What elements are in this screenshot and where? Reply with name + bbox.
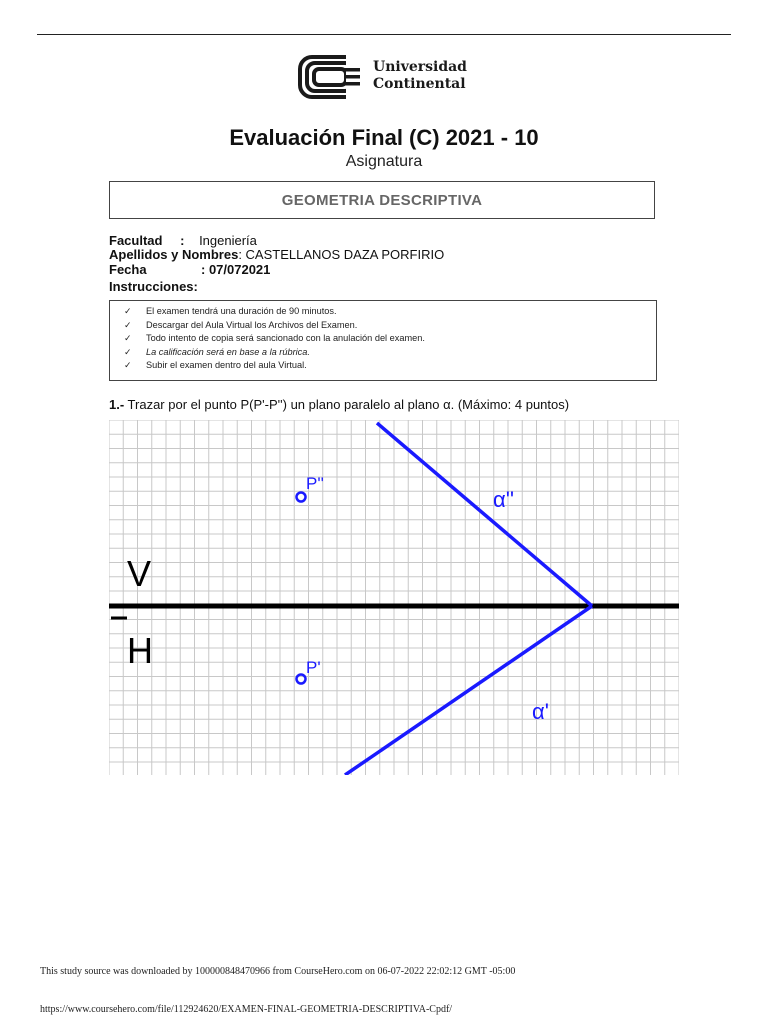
label-h: H <box>127 630 153 671</box>
subject-name: GEOMETRIA DESCRIPTIVA <box>281 191 483 209</box>
facultad-separator: : <box>180 233 185 248</box>
check-icon: ✓ <box>124 306 132 316</box>
instruction-item <box>124 319 656 333</box>
facultad-label: Facultad <box>109 233 163 248</box>
label-p-prime: P' <box>306 658 321 677</box>
check-icon: ✓ <box>124 346 132 357</box>
instrucciones-row <box>109 279 198 294</box>
instruction-text: Todo intento de copia será sancionado con la anulación del examen. <box>146 333 425 343</box>
grid-paper <box>109 420 679 775</box>
check-icon: ✓ <box>124 319 132 330</box>
fecha-label: Fecha <box>109 262 147 277</box>
label-v: V <box>127 553 152 594</box>
label-p-double-prime: P'' <box>306 474 324 493</box>
instructions-box <box>109 300 657 381</box>
exam-subtitle: Asignatura <box>345 153 423 170</box>
facultad-row <box>109 233 257 248</box>
geometry-diagram <box>109 420 679 775</box>
instruction-text: La calificación será en base a la rúbrica. <box>146 346 310 357</box>
label-alpha-double-prime: α'' <box>493 487 515 512</box>
subject-box <box>109 181 655 219</box>
point-p-vertical <box>297 493 306 502</box>
question-text: Trazar por el punto P(P'-P'') un plano paralelo al plano α. (Máximo: 4 puntos) <box>124 397 570 412</box>
source-note: This study source was downloaded by 100000848470966 from CourseHero.com on 06-07-2022 22:02:12 GMT -05:00 <box>40 966 516 977</box>
instruction-item <box>124 332 656 346</box>
instruction-item <box>124 359 656 373</box>
instruction-item <box>124 346 656 360</box>
question-number: 1.- <box>109 397 125 412</box>
apellidos-row <box>109 247 444 262</box>
check-icon: ✓ <box>124 333 132 343</box>
top-rule <box>37 34 731 35</box>
facultad-value: Ingeniería <box>199 233 257 248</box>
fecha-row <box>109 262 270 277</box>
source-url: https://www.coursehero.com/file/112924620/EXAMEN-FINAL-GEOMETRIA-DESCRIPTIVA-Cpdf/ <box>40 1004 453 1015</box>
question-1 <box>109 397 569 412</box>
instruction-text: Subir el examen dentro del aula Virtual. <box>146 360 307 370</box>
university-name-line2: Continental <box>373 76 466 92</box>
university-name-line1: Universidad <box>373 59 467 75</box>
instruction-item <box>124 305 656 319</box>
alpha-vertical-trace <box>377 423 592 606</box>
exam-title: Evaluación Final (C) 2021 - 10 <box>229 125 539 150</box>
fecha-value: : 07/072021 <box>201 262 271 277</box>
university-name <box>373 59 467 93</box>
label-alpha-prime: α' <box>532 699 549 724</box>
instruction-text: El examen tendrá una duración de 90 minutos. <box>146 306 337 316</box>
apellidos-value: : CASTELLANOS DAZA PORFIRIO <box>238 247 445 262</box>
check-icon: ✓ <box>124 360 132 370</box>
apellidos-label: Apellidos y Nombres <box>109 247 239 262</box>
instrucciones-label: Instrucciones: <box>109 279 198 294</box>
point-p-horizontal <box>297 675 306 684</box>
university-logo <box>298 55 362 99</box>
instruction-text: Descargar del Aula Virtual los Archivos del Examen. <box>146 319 358 330</box>
